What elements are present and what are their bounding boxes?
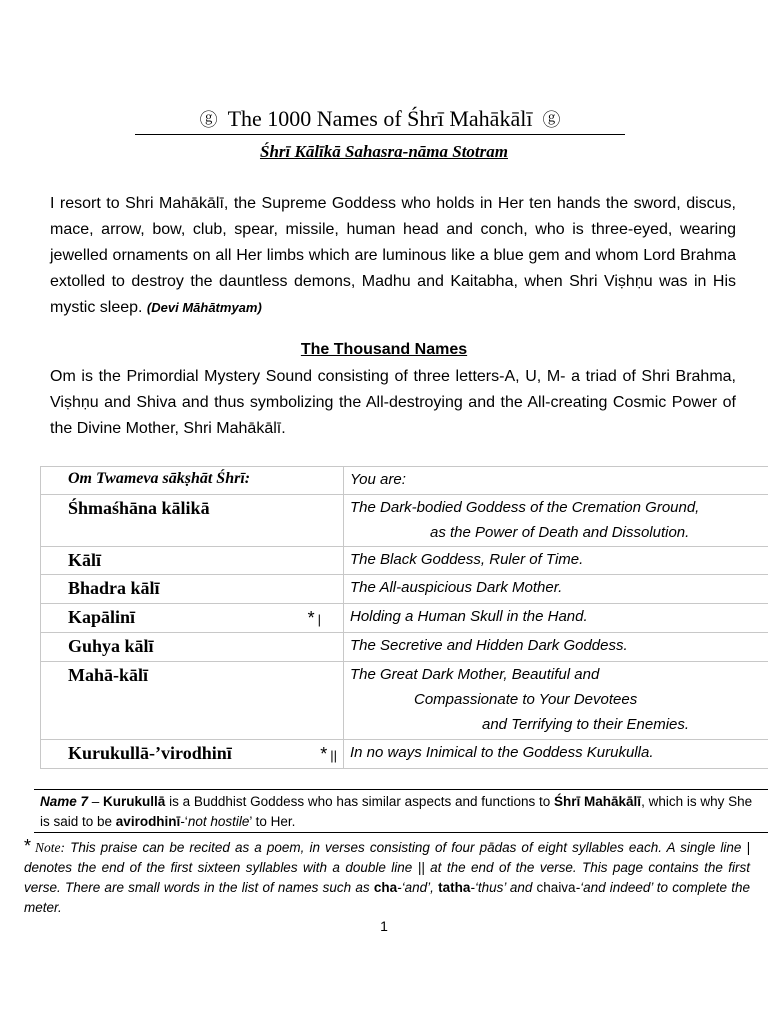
sanskrit-name: Mahā-kālī [68,665,149,685]
name7-text: is a Buddhist Goddess who has similar aspects and functions to [165,794,555,809]
sanskrit-name: Kālī [68,550,102,570]
names-table [40,466,768,769]
meaning-cell [344,547,768,575]
meaning-cell [344,604,768,633]
meaning-line: Holding a Human Skull in the Hand. [350,608,588,625]
footnote-bottom-rule [34,832,768,833]
header-name: Om Twameva sākṣhāt Śhrī: [68,470,251,487]
table-header-row [41,467,768,495]
table-row [41,633,768,662]
meaning-line: as the Power of Death and Dissolution. [430,524,690,541]
meaning-line: The All-auspicious Dark Mother. [350,579,563,596]
footnote-top-rule [34,789,768,790]
table-row [41,604,768,633]
meaning-line: In no ways Inimical to the Goddess Kurukulla. [350,744,654,761]
name-cell [41,575,344,604]
note-gloss: -‘and’, [397,880,439,895]
meaning-line: The Great Dark Mother, Beautiful and [350,666,600,683]
table-row [41,740,768,769]
asterisk-mark: * [320,744,328,764]
verse-marker [308,608,321,629]
title-text: The 1000 Names of Śhrī Mahākālī [227,106,533,131]
meaning-line: The Secretive and Hidden Dark Goddess. [350,637,628,654]
header-meaning-cell [344,467,768,495]
page-title [135,104,625,135]
left-swirl-ornament-icon: ⓖ [199,110,218,130]
name7-label: Name 7 [40,794,89,809]
note-gloss: -‘and indeed’ to complete the meter. [24,880,751,915]
meaning-cell [344,662,768,740]
table-row [41,575,768,604]
right-swirl-ornament-icon: ⓖ [542,110,561,130]
double-line-mark: || [330,748,337,763]
sanskrit-name: Kurukullā-’virodhinī [68,743,232,763]
name7-gloss: not hostile [187,814,250,829]
verse-marker [320,744,337,765]
intro-paragraph [50,191,736,321]
name7-dash: – [88,794,104,809]
sanskrit-name: Śhmaśhāna kālikā [68,498,210,518]
single-line-mark: | [317,612,321,627]
om-paragraph: Om is the Primordial Mystery Sound consisting of three letters-A, U, M- a triad of Shri Brahma, Viṣhṇu and Shiva and thus symbolizing the All-destroying and the All-creating Cosmic Power of the Divine Mother, Shri Mahākālī. [50,368,736,437]
name-cell [41,604,344,633]
name-cell [41,495,344,547]
meaning-line: Compassionate to Your Devotees [414,691,638,708]
meaning-cell [344,740,768,769]
table-row [41,547,768,575]
name7-text: -‘ [180,814,188,829]
metre-note [24,836,750,918]
page-subtitle: Śhrī Kālīkā Sahasra-nāma Stotram [259,142,508,161]
table-row [41,495,768,547]
note-word-cha: cha [373,880,398,895]
note-label: Note: [35,840,66,855]
page-number: 1 [380,918,388,934]
name7-term-kurukulla: Kurukullā [103,794,166,809]
intro-citation: (Devi Māhātmyam) [146,300,262,315]
name-cell [41,633,344,662]
asterisk-mark: * [307,608,315,628]
meaning-cell [344,575,768,604]
meaning-cell [344,633,768,662]
note-gloss: -‘thus’ and [470,880,537,895]
intro-text: I resort to Shri Mahākālī, the Supreme Goddess who holds in Her ten hands the sword, discus, mace, arrow, bow, club, spear, missile, human head and conch, who is three-eyed, wearing jewelled ornaments on all Her limbs which are luminous like a blue gem and whom Lord Brahma extolled to destroy the dauntless demons, Madhu and Kaitabha, when Shri Viṣhṇu was in His mystic sleep. [50,195,736,316]
meaning-cell [344,495,768,547]
name7-term-mahakali: Śhrī Mahākālī [554,794,642,809]
header-name-cell [41,467,344,495]
meaning-line: The Dark-bodied Goddess of the Cremation Ground, [350,499,700,516]
name-cell [41,740,344,769]
meaning-line: and Terrifying to their Enemies. [482,716,690,733]
name7-footnote [40,792,760,832]
name-cell [41,547,344,575]
table-row [41,662,768,740]
meaning-line: The Black Goddess, Ruler of Time. [350,551,584,568]
name7-text: ’ to Her. [249,814,296,829]
note-word-chaiva: chaiva [536,880,576,895]
sanskrit-name: Kapālinī [68,607,136,627]
header-meaning: You are: [350,471,406,488]
note-asterisk: * [24,836,32,856]
note-text: This praise can be recited as a poem, in verses consisting of four pādas of eight syllables each. A single line | denotes the end of the first sixteen syllables with a double line || at the end of the verse. This page contains the first verse. There are small words in the list of names such as [24,840,750,895]
name-cell [41,662,344,740]
section-heading: The Thousand Names [300,341,468,358]
note-word-tatha: tatha [438,880,471,895]
name7-text: , which is why She is said to be [40,794,753,829]
sanskrit-name: Guhya kālī [68,636,154,656]
name7-term-avirodhini: avirodhinī [115,814,181,829]
sanskrit-name: Bhadra kālī [68,578,160,598]
